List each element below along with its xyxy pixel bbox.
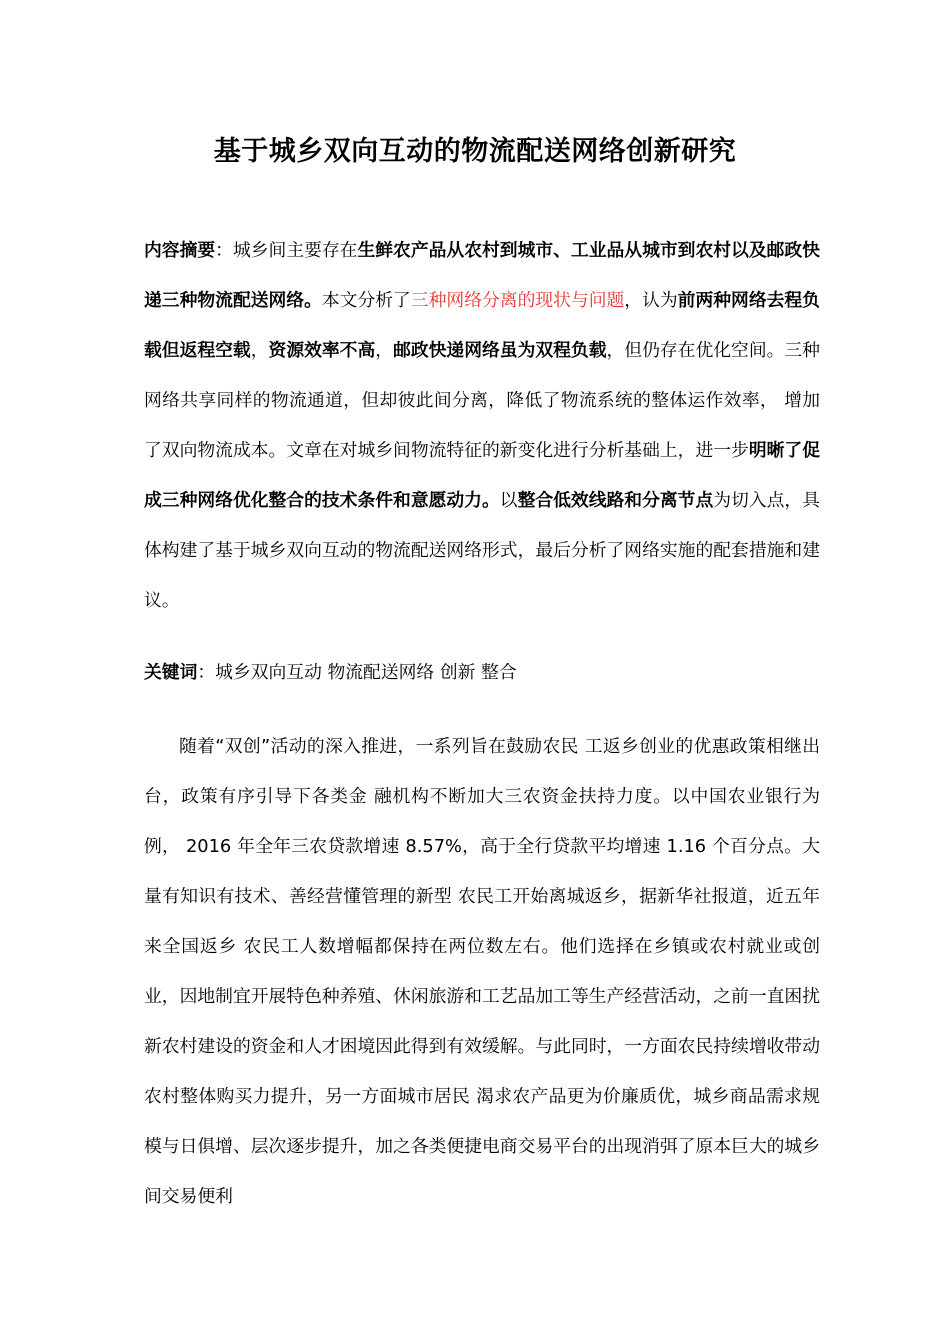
abstract-text: 以 [499, 490, 518, 511]
abstract-text: 为切入点，具体构建了基于城乡双向互动的物流配送网络形式，最后分析了网络实施的配套措施和建议。 [144, 490, 820, 611]
document-title: 基于城乡双向互动的物流配送网络创新研究 [213, 136, 737, 167]
abstract-bold-text: 明晰了促成三种网络优化整合的技术条件和意愿动力。 [144, 440, 820, 511]
abstract-text: 城乡间主要存在 [232, 240, 358, 261]
abstract-bold-text: 资源效率不高 [268, 340, 376, 361]
abstract-text: 本文分析了 [321, 290, 411, 311]
abstract-text: ，但仍存在优化空间。三种网络共享同样的物流通道，但却彼此间分离，降低了物流系统的整体运作效率， 增加了双向物流成本。文章在对城乡间物流特征的新变化进行分析基础上，进一步 [144, 340, 820, 461]
abstract-bold-text: 邮政快递网络虽为双程负载 [393, 340, 607, 361]
keywords-colon: ： [197, 662, 216, 683]
abstract-bold-text: 整合低效线路和分离节点 [517, 490, 714, 511]
abstract-text: ， [375, 340, 394, 361]
body-paragraph: 随着“双创”活动的深入推进，一系列旨在鼓励农民 工返乡创业的优惠政策相继出台，政策有序引导下各类金 融机构不断加大三农资金扶持力度。以中国农业银行为例， 2016 年全年三农贷款增速 8.57%，高于全行贷款平均增速 1.16 个百分点。大量有知识有技术、善经营懂管理的新型 农民工开始离城返乡，据新华社报道，近五年来全国返乡 农民工人数增幅都保持在两位数左右。他们选择在乡镇或农村就业或创业，因地制宜开展特色种养殖、休闲旅游和工艺品加工等生产经营活动，之前一直困扰新农村建设的资金和人才困境因此得到有效缓解。与此同时，一方面农民持续增收带动农村整体购买力提升，另一方面城市居民 渴求农产品更为价廉质优，城乡商品需求规模与日俱增、层次逐步提升，加之各类便捷电商交易平台的出现消弭了原本巨大的城乡间交易便利 [144, 736, 820, 1207]
keywords-text: 城乡双向互动 物流配送网络 创新 整合 [215, 662, 517, 683]
keywords-line [144, 648, 820, 698]
keywords-label: 关键词 [144, 662, 198, 683]
abstract-paragraph [144, 226, 820, 626]
abstract-bold-text: 前两种网络去程负载但返程空载 [144, 290, 820, 361]
abstract-red-text: 三种网络分离的现状与问题 [410, 290, 625, 311]
abstract-bold-text: 生鲜农产品从农村到城市、工业品从城市到农村以及邮政快递三种物流配送网络。 [144, 240, 820, 311]
abstract-text: ，认为 [624, 290, 678, 311]
abstract-label-colon: ： [215, 240, 233, 261]
abstract-label: 内容摘要 [144, 240, 216, 261]
abstract-text: ， [250, 340, 269, 361]
